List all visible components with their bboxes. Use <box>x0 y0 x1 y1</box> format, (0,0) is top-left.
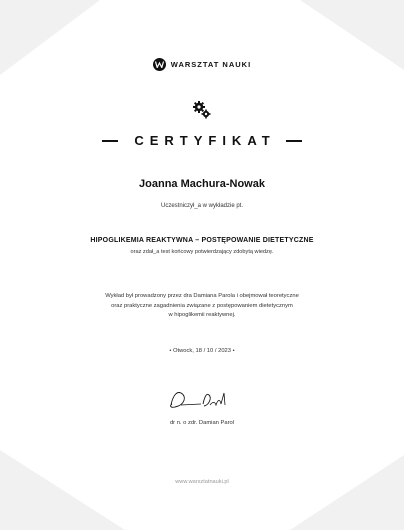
bottom-left-shape <box>0 450 125 530</box>
participated-text: Uczestniczył_a w wykładzie pt. <box>160 203 244 209</box>
w-letter-icon <box>155 61 164 68</box>
brand-name: WARSZTAT NAUKI <box>170 60 252 69</box>
recipient-name: Joanna Machura-Nowak <box>139 178 265 190</box>
description-line: Wykład był prowadzony przez dra Damiana Parola i obejmował teoretyczne <box>105 293 299 299</box>
place-date: • Otwock, 18 / 10 / 2023 • <box>169 348 235 354</box>
certificate-title-row <box>0 133 404 148</box>
signature-image <box>163 385 243 413</box>
description-line: oraz praktyczne zagadnienia związane z postępowaniem dietetycznym <box>111 302 293 309</box>
website-url: www.warsztatnauki.pl <box>175 479 229 485</box>
certificate-title: CERTYFIKAT <box>134 133 276 148</box>
test-passed-text: oraz zdał_a test końcowy potwierdzający zdobytą wiedzę. <box>130 249 274 255</box>
signer-name: dr n. o zdr. Damian Parol <box>169 420 235 426</box>
lecture-title: HIPOGLIKEMIA REAKTYWNA – POSTĘPOWANIE DIETETYCZNE <box>90 237 314 244</box>
brand-logo <box>0 58 404 71</box>
bottom-right-shape <box>290 455 404 530</box>
title-dash-left <box>102 140 118 142</box>
title-dash-right <box>286 140 302 142</box>
brand-logo-icon <box>153 58 166 71</box>
lecture-description <box>0 292 404 321</box>
gears-icon <box>192 100 212 120</box>
description-line: w hipoglikemii reaktywnej. <box>168 312 236 318</box>
